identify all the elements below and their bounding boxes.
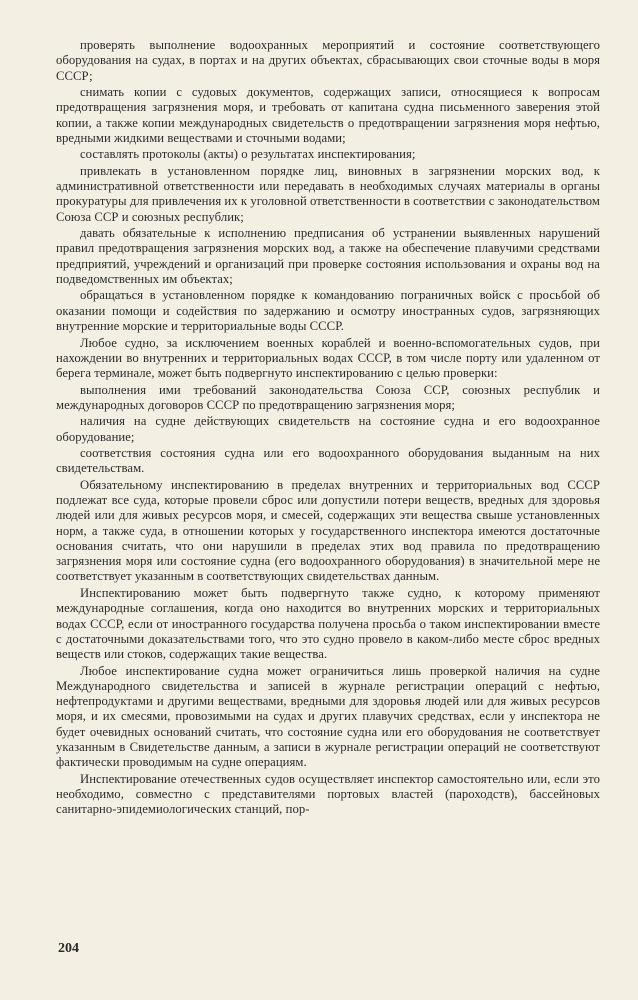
paragraph-mandatory-inspection: Обязательному инспектированию в пределах внутренних и территориальных вод СССР подлежат все суда, которые провели сброс или допустили потери веществ, вредных для здоровья людей или для живых ресурсов моря, и смесей, содержащих эти вещества свыше установленных норм, а также суда, в отношении которых у государственного инспектора имеются достаточные основания считать, что они нарушили в пределах этих вод правила по предотвращению загрязнения моря или состояние судна (его водоохранного оборудования) в значительной мере не соответствует указанным в соответствующих свидетельствах данным. xyxy=(56,477,600,584)
paragraph-duty-prosecute: привлекать в установленном порядке лиц, виновных в загрязнении морских вод, к административной ответственности или передавать в необходимых случаях материалы в органы прокуратуры для привлечения их к уголовной ответственности в соответствии с законодательством Союза ССР и союзных республик; xyxy=(56,163,600,224)
paragraph-duty-protocols: составлять протоколы (акты) о результатах инспектирования; xyxy=(80,147,416,162)
paragraph-limited-inspection: Любое инспектирование судна может ограничиться лишь проверкой наличия на судне Международного свидетельства и записей в журнале регистрации операций с нефтью, нефтепродуктами и другими веществами, вредными для здоровья людей или для живых ресурсов моря, и их смесями, провозимыми на судах и других плавучих средствах, если у инспектора не будет очевидных оснований считать, что состояние судна или его оборудования не соответствует указанным в Свидетельстве данным, а записи в журнале регистрации операций не соответствуют фактически проводимым на судне операциям. xyxy=(56,663,600,770)
paragraph-duty-check-measures: проверять выполнение водоохранных мероприятий и состояние соответствующего оборудования на судах, в портах и на других объектах, сбрасывающих свои сточные воды в моря СССР; xyxy=(56,38,600,83)
page-body-text xyxy=(56,38,600,819)
page-number: 204 xyxy=(58,941,79,956)
paragraph-check-certificates: наличия на судне действующих свидетельств на состояние судна и его водоохранное оборудование; xyxy=(56,414,600,444)
paragraph-domestic-vessels: Инспектирование отечественных судов осуществляет инспектор самостоятельно или, если это необходимо, совместно с представителями портовых властей (пароходств), бассейновых санитарно-эпидемиологических станций, пор- xyxy=(56,771,600,817)
paragraph-duty-border-troops: обращаться в установленном порядке к командованию пограничных войск с просьбой об оказании помощи и содействия по задержанию и осмотру иностранных судов, загрязняющих внутренние морские и территориальные воды СССР. xyxy=(56,288,600,333)
paragraph-duty-copy-documents: снимать копии с судовых документов, содержащих записи, относящиеся к вопросам предотвращения загрязнения моря, и требовать от капитана судна письменного заверения этой копии, а также копии международных свидетельств о предотвращении загрязнения моря нефтью, вредными жидкими веществами и сточными водами; xyxy=(56,85,600,145)
paragraph-check-compliance: соответствия состояния судна или его водоохранного оборудования выданным на них свидетельствам. xyxy=(56,446,600,476)
paragraph-any-vessel-inspection: Любое судно, за исключением военных кораблей и военно-вспомогательных судов, при нахождении во внутренних и территориальных водах СССР, в том числе порту или удаленном от берега терминале, может быть подвергнуто инспектированию с целью проверки: xyxy=(56,335,600,381)
paragraph-check-legislation: выполнения ими требований законодательства Союза ССР, союзных республик и международных договоров СССР по предотвращению загрязнения моря; xyxy=(56,382,600,412)
paragraph-international-agreements: Инспектированию может быть подвергнуто также судно, к которому применяют международные соглашения, когда оно находится во внутренних морских и территориальных водах СССР, если от иностранного государства получена просьба о таком инспектировании вместе с достаточными доказательствами того, что это судно провело в каком-либо месте сброс вредных веществ или стоков, содержащих такие вещества. xyxy=(56,586,600,662)
paragraph-duty-instructions: давать обязательные к исполнению предписания об устранении выявленных нарушений правил предотвращения загрязнения морских вод, а также на обеспечение плавучими средствами предприятий, учреждений и организаций при проверке состояния использования и охраны вод на подведомственных им объектах; xyxy=(56,226,600,286)
